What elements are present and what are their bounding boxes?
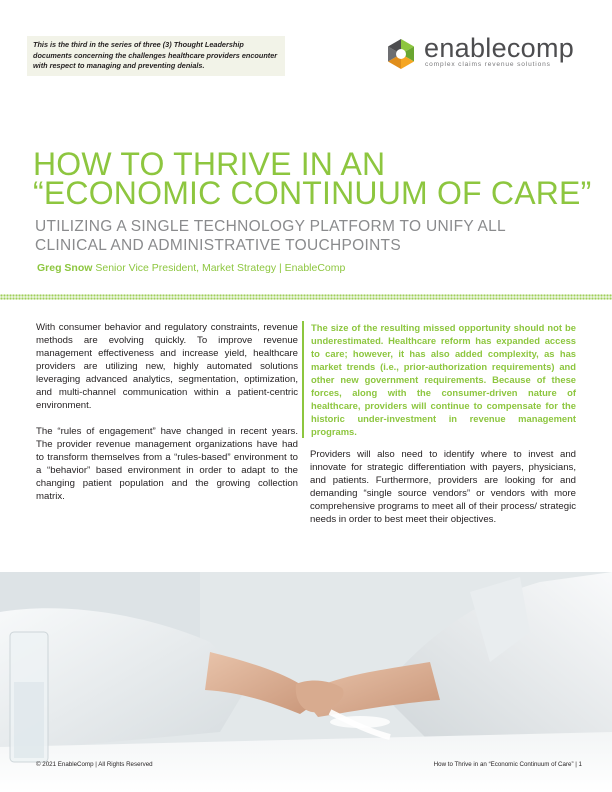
series-note-box <box>27 36 285 76</box>
subtitle-line-1: UTILIZING A SINGLE TECHNOLOGY PLATFORM TO UNIFY ALL <box>35 218 506 235</box>
logo-mark-icon <box>384 37 418 71</box>
series-note: This is the third in the series of three (3) Thought Leadership documents concerning the challenges healthcare providers encounter with respect to managing and preventing denials. <box>33 40 278 70</box>
page-subtitle <box>35 217 595 255</box>
title-line-2: “ECONOMIC CONTINUUM OF CARE” <box>33 175 592 211</box>
dotted-divider <box>0 294 612 300</box>
title-line-1: HOW TO THRIVE IN AN <box>33 146 386 182</box>
right-column <box>310 321 576 539</box>
author-role: Senior Vice President, Market Strategy | EnableComp <box>95 262 346 274</box>
logo-wordmark: enablecomp <box>424 33 575 63</box>
left-paragraph-1: With consumer behavior and regulatory constraints, revenue methods are evolving quickly. To improve revenue management effectiveness and increase yield, healthcare providers are utilizing new, highly automated solutions leveraging advanced analytics, segmentation, optimization, and multi-channel communication within a patient-centric environment. <box>36 322 298 411</box>
author-name: Greg Snow <box>37 262 93 274</box>
handshake-photo <box>0 572 612 792</box>
footer-page-label: How to Thrive in an “Economic Continuum of Care” | 1 <box>433 761 582 768</box>
footer-copyright: © 2021 EnableComp | All Rights Reserved <box>36 761 153 768</box>
left-column <box>36 321 298 516</box>
pull-quote: The size of the resulting missed opportunity should not be underestimated. Healthcare reform has expanded access to care; however, it has also added complexity, as has market trends (i.e., prior-authorization requirements) and other new government requirements. Because of these forces, along with the consumer-driven nature of healthcare, providers will continue to compensate for the historic under-investment in revenue management programs. <box>302 321 576 438</box>
logo-tagline: complex claims revenue solutions <box>425 61 551 68</box>
byline <box>37 262 345 274</box>
handshake-image <box>0 572 612 792</box>
left-paragraph-2: The “rules of engagement” have changed in recent years. The provider revenue management organizations have had to transform themselves from a “rules-based” environment to a “behavior” based environment in order to adapt to the changing patient population and the growing collection matrix. <box>36 426 298 502</box>
enablecomp-logo <box>384 33 584 73</box>
subtitle-line-2: CLINICAL AND ADMINISTRATIVE TOUCHPOINTS <box>35 237 401 254</box>
page-title <box>33 146 593 211</box>
right-paragraph-1: Providers will also need to identify where to invest and innovate for strategic differentiation with payers, physicians, and patients. Furthermore, providers are looking for and demanding “single source vendors” or vendors with more comprehensive programs to meet all of their process/ strategic needs in order to best meet their objectives. <box>310 449 576 525</box>
